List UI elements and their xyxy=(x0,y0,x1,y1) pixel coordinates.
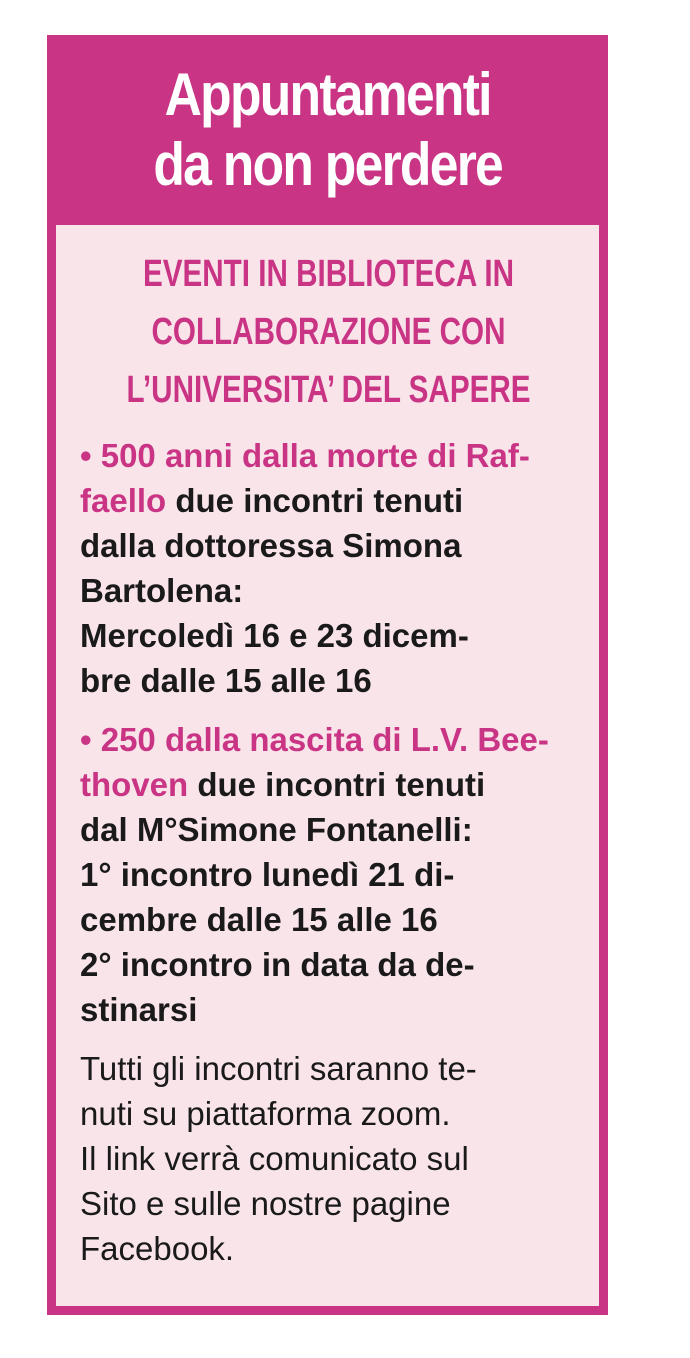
announcement-box xyxy=(47,35,608,1315)
note-line: Il link verrà comunicato sul xyxy=(80,1140,469,1177)
title-line: da non perdere xyxy=(153,131,502,198)
event-text: due incontri tenuti xyxy=(166,482,464,519)
event-highlight: • 500 anni dalla morte di Raf- xyxy=(80,437,530,474)
event-highlight: • 250 dalla nascita di L.V. Bee- xyxy=(80,721,549,758)
event-text: Mercoledì 16 e 23 dicem- xyxy=(80,617,469,654)
event-text: due incontri tenuti xyxy=(188,766,486,803)
subtitle-line: EVENTI IN BIBLIOTECA IN xyxy=(142,253,515,295)
event-text: cembre dalle 15 alle 16 xyxy=(80,901,438,938)
event-text: dal M°Simone Fontanelli: xyxy=(80,811,473,848)
event-highlight: thoven xyxy=(80,766,189,803)
subtitle xyxy=(88,245,569,419)
event-text: 2° incontro in data da de- xyxy=(80,946,475,983)
subtitle-line: L’UNIVERSITA’ DEL SAPERE xyxy=(126,369,531,411)
note-line: Facebook. xyxy=(80,1230,235,1267)
title-line: Appuntamenti xyxy=(164,61,491,128)
note-line: Sito e sulle nostre pagine xyxy=(80,1185,451,1222)
event-text: Bartolena: xyxy=(80,572,244,609)
info-note xyxy=(80,1046,577,1271)
event-item-beethoven xyxy=(80,717,577,1032)
note-line: Tutti gli incontri saranno te- xyxy=(80,1050,477,1087)
note-line: nuti su piattaforma zoom. xyxy=(80,1095,451,1132)
event-text: stinarsi xyxy=(80,991,198,1028)
subtitle-line: COLLABORAZIONE CON xyxy=(151,311,506,353)
event-highlight: faello xyxy=(80,482,167,519)
event-text: dalla dottoressa Simona xyxy=(80,527,462,564)
header-banner xyxy=(47,35,608,225)
content-panel xyxy=(56,225,599,1306)
event-text: bre dalle 15 alle 16 xyxy=(80,662,372,699)
page-title xyxy=(153,60,502,200)
event-item-raffaello xyxy=(80,433,577,703)
event-text: 1° incontro lunedì 21 di- xyxy=(80,856,455,893)
